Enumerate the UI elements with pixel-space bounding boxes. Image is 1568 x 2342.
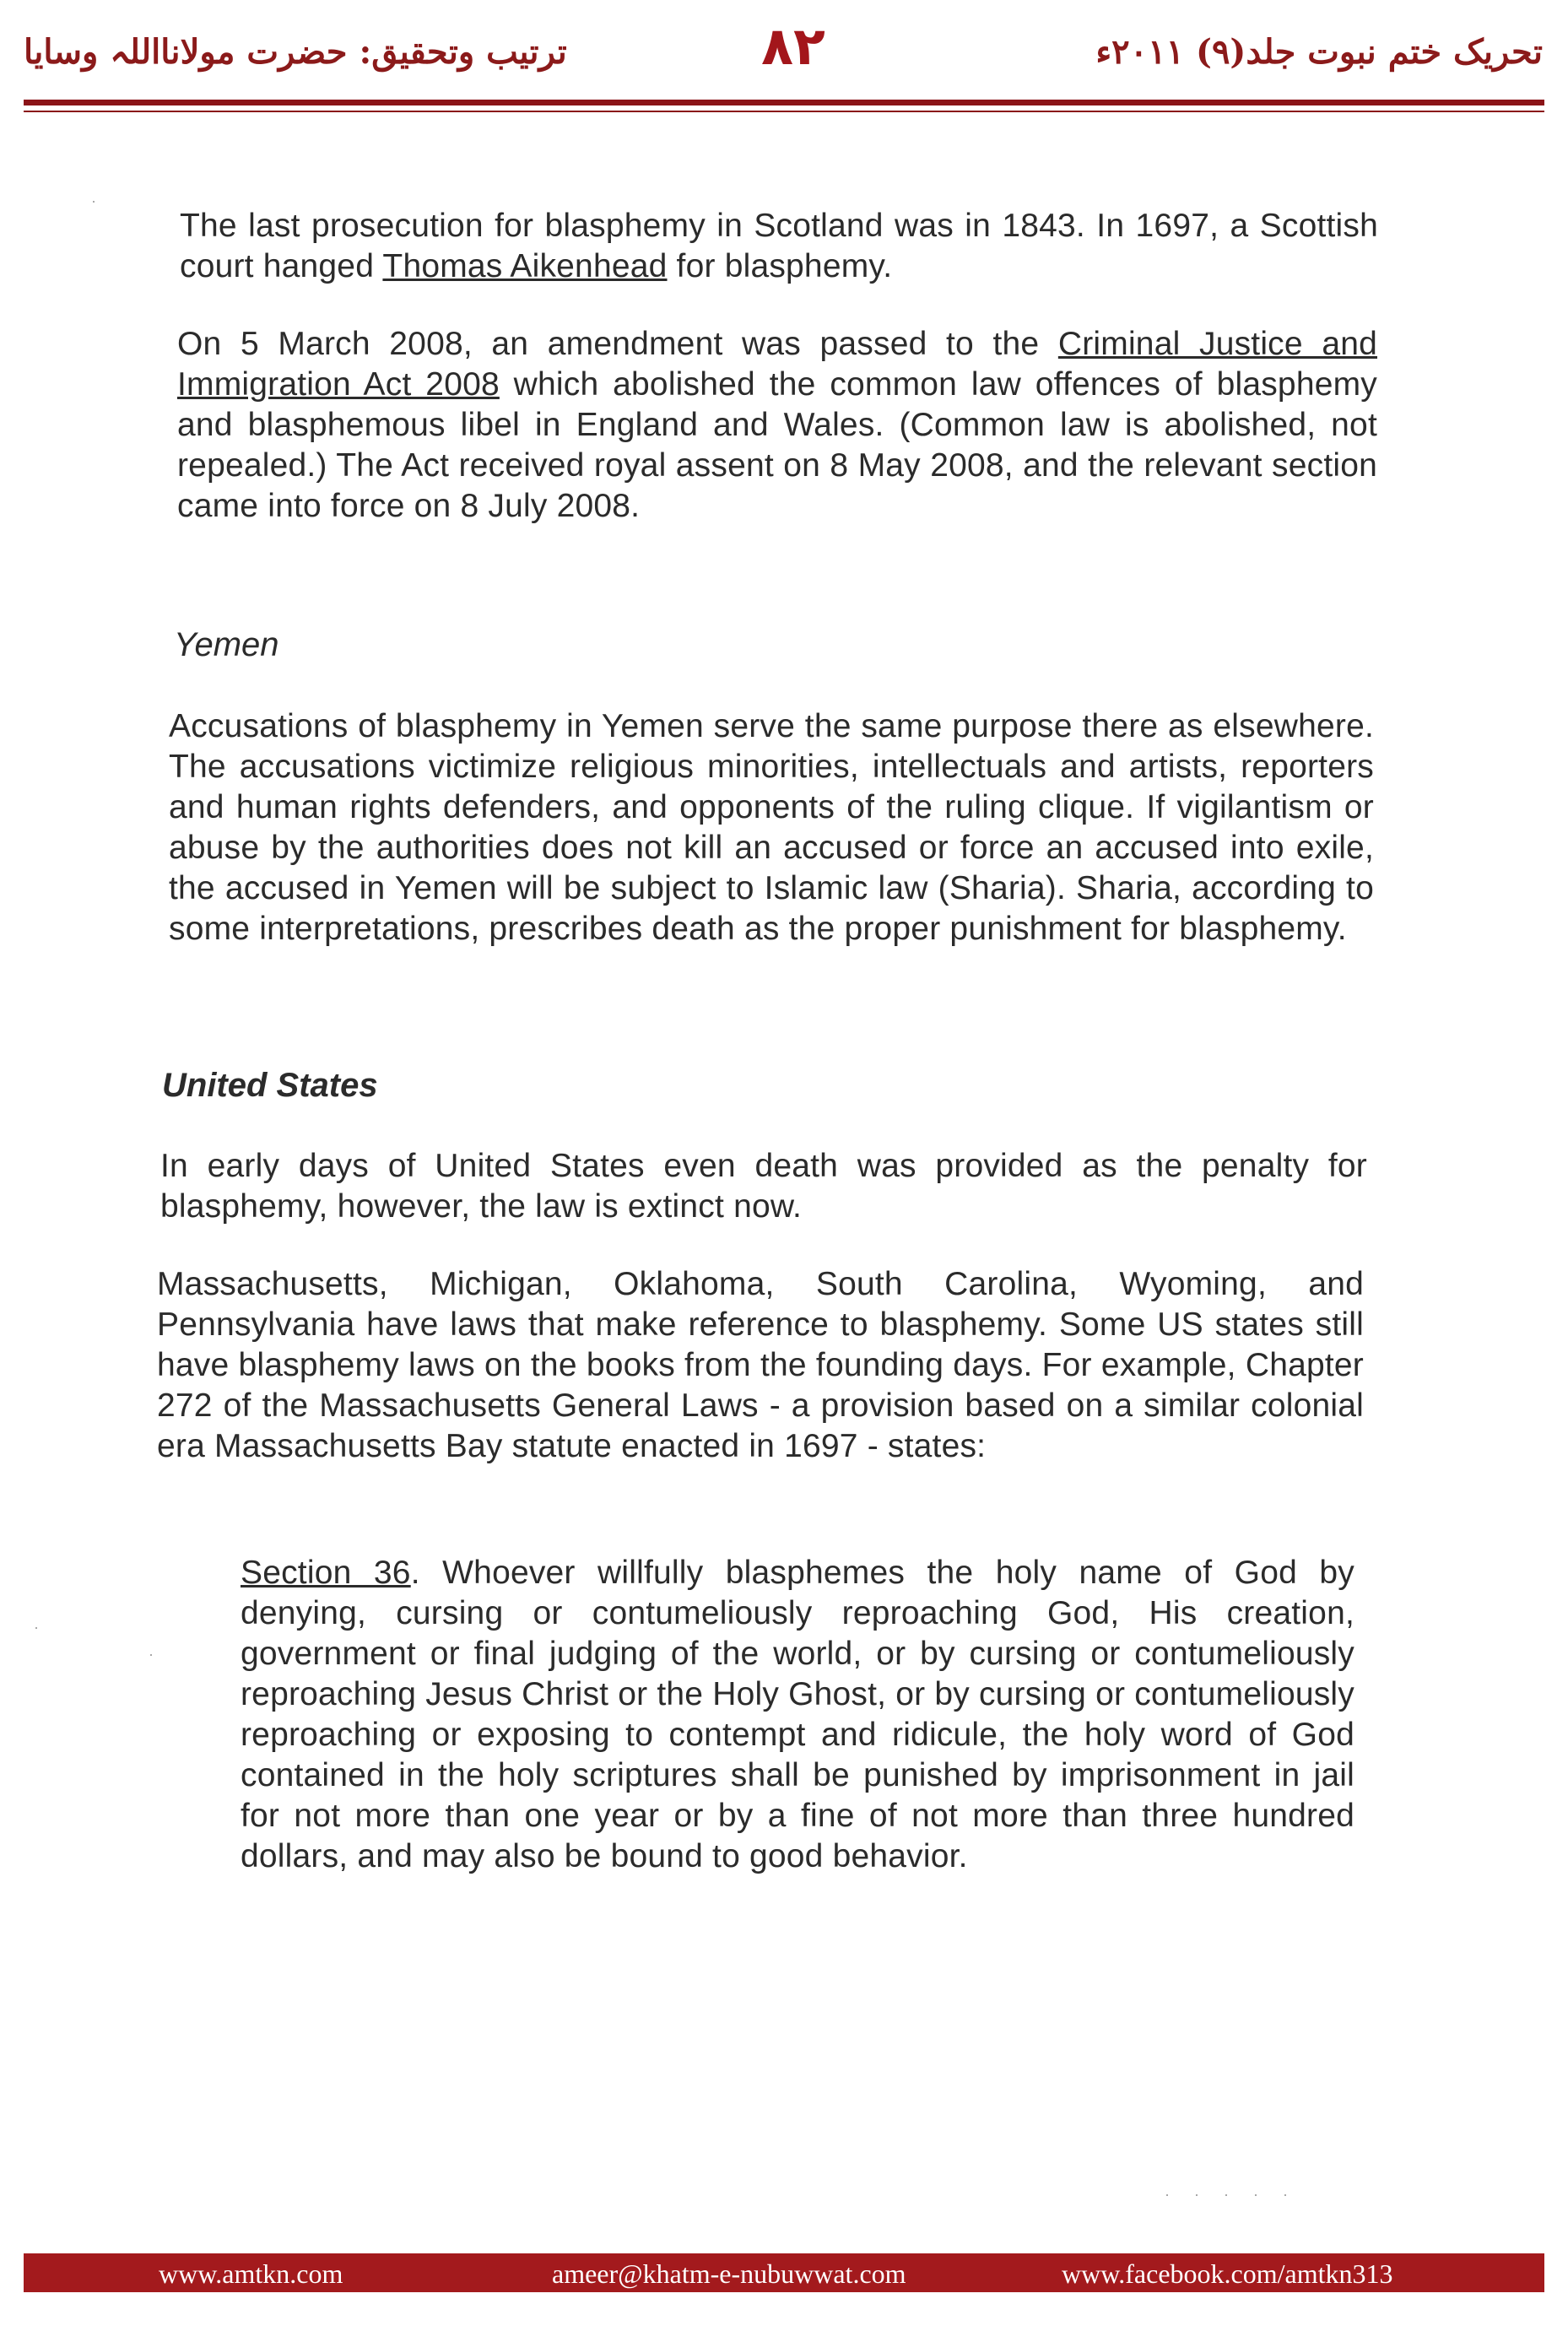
section-36-link[interactable]: Section 36: [241, 1555, 411, 1591]
yemen-paragraph: Accusations of blasphemy in Yemen serve the same purpose there as elsewhere. The accusations victimize religious minorities, intellectuals and artists, reporters and human rights defenders, and opponents of the ruling clique. If vigilantism or abuse by the authorities does not kill an accused or force an accused into exile, the accused in Yemen will be subject to Islamic law (Sharia). Sharia, according to some interpretations, prescribes death as the proper punishment for blasphemy.: [169, 708, 1374, 947]
us-paragraph-2: Massachusetts, Michigan, Oklahoma, South Carolina, Wyoming, and Pennsylvania have laws that make reference to blasphemy. Some US states still have blasphemy laws on the books from the founding days. For example, Chapter 272 of the Massachusetts General Laws - a provision based on a similar colonial era Massachusetts Bay statute enacted in 1697 - states:: [157, 1266, 1364, 1464]
yemen-heading: Yemen: [174, 626, 279, 663]
scan-speck: · · · · ·: [1165, 2186, 1298, 2203]
england-paragraph: On 5 March 2008, an amendment was passed to the Criminal Justice and Immigration Act 2008 which abolished the common law offences of blasphemy and blasphemous libel in England and Wales. (Common law is abolished, not repealed.) The Act received royal assent on 8 May 2008, and the relevant section came into force on 8 July 2008.: [177, 326, 1377, 524]
aikenhead-link[interactable]: Thomas Aikenhead: [382, 248, 668, 284]
scan-speck: ·: [149, 1646, 154, 1663]
criminal-justice-act-link[interactable]: Criminal Justice and Immigration Act 2008: [177, 326, 1377, 403]
united-states-heading: United States: [162, 1067, 378, 1104]
book-title: تحریک ختم نبوت جلد(۹) ۲۰۱۱ء: [1095, 32, 1543, 72]
footer-facebook-link[interactable]: www.facebook.com/amtkn313: [1062, 2258, 1393, 2289]
header-rule-thin: [24, 111, 1544, 112]
footer-website-link[interactable]: www.amtkn.com: [159, 2258, 343, 2289]
page-header: [0, 0, 1568, 118]
section-36-quote: Section 36. Whoever willfully blasphemes the holy name of God by denying, cursing or contumeliously reproaching God, His creation, government or final judging of the world, or by cursing or contumeliously reproaching Jesus Christ or the Holy Ghost, or by cursing or contumeliously reproaching or exposing to contempt and ridicule, the holy word of God contained in the holy scriptures shall be punished by imprisonment in jail for not more than one year or by a fine of not more than three hundred dollars, and may also be bound to good behavior.: [241, 1555, 1354, 1874]
scotland-paragraph: The last prosecution for blasphemy in Scotland was in 1843. In 1697, a Scottish court hanged Thomas Aikenhead for blasphemy.: [180, 208, 1378, 284]
scan-speck: ·: [34, 1619, 39, 1636]
scan-speck: ·: [91, 192, 96, 209]
footer-email-link[interactable]: ameer@khatm-e-nubuwwat.com: [552, 2258, 906, 2289]
page-number: ۸۲: [761, 15, 825, 77]
compiler-credit: ترتیب وتحقیق: حضرت مولانااللہ وسایا: [24, 32, 567, 72]
page-footer: [24, 2253, 1544, 2292]
us-paragraph-1: In early days of United States even death was provided as the penalty for blasphemy, however, the law is extinct now.: [160, 1148, 1367, 1225]
header-rule-thick: [24, 100, 1544, 105]
